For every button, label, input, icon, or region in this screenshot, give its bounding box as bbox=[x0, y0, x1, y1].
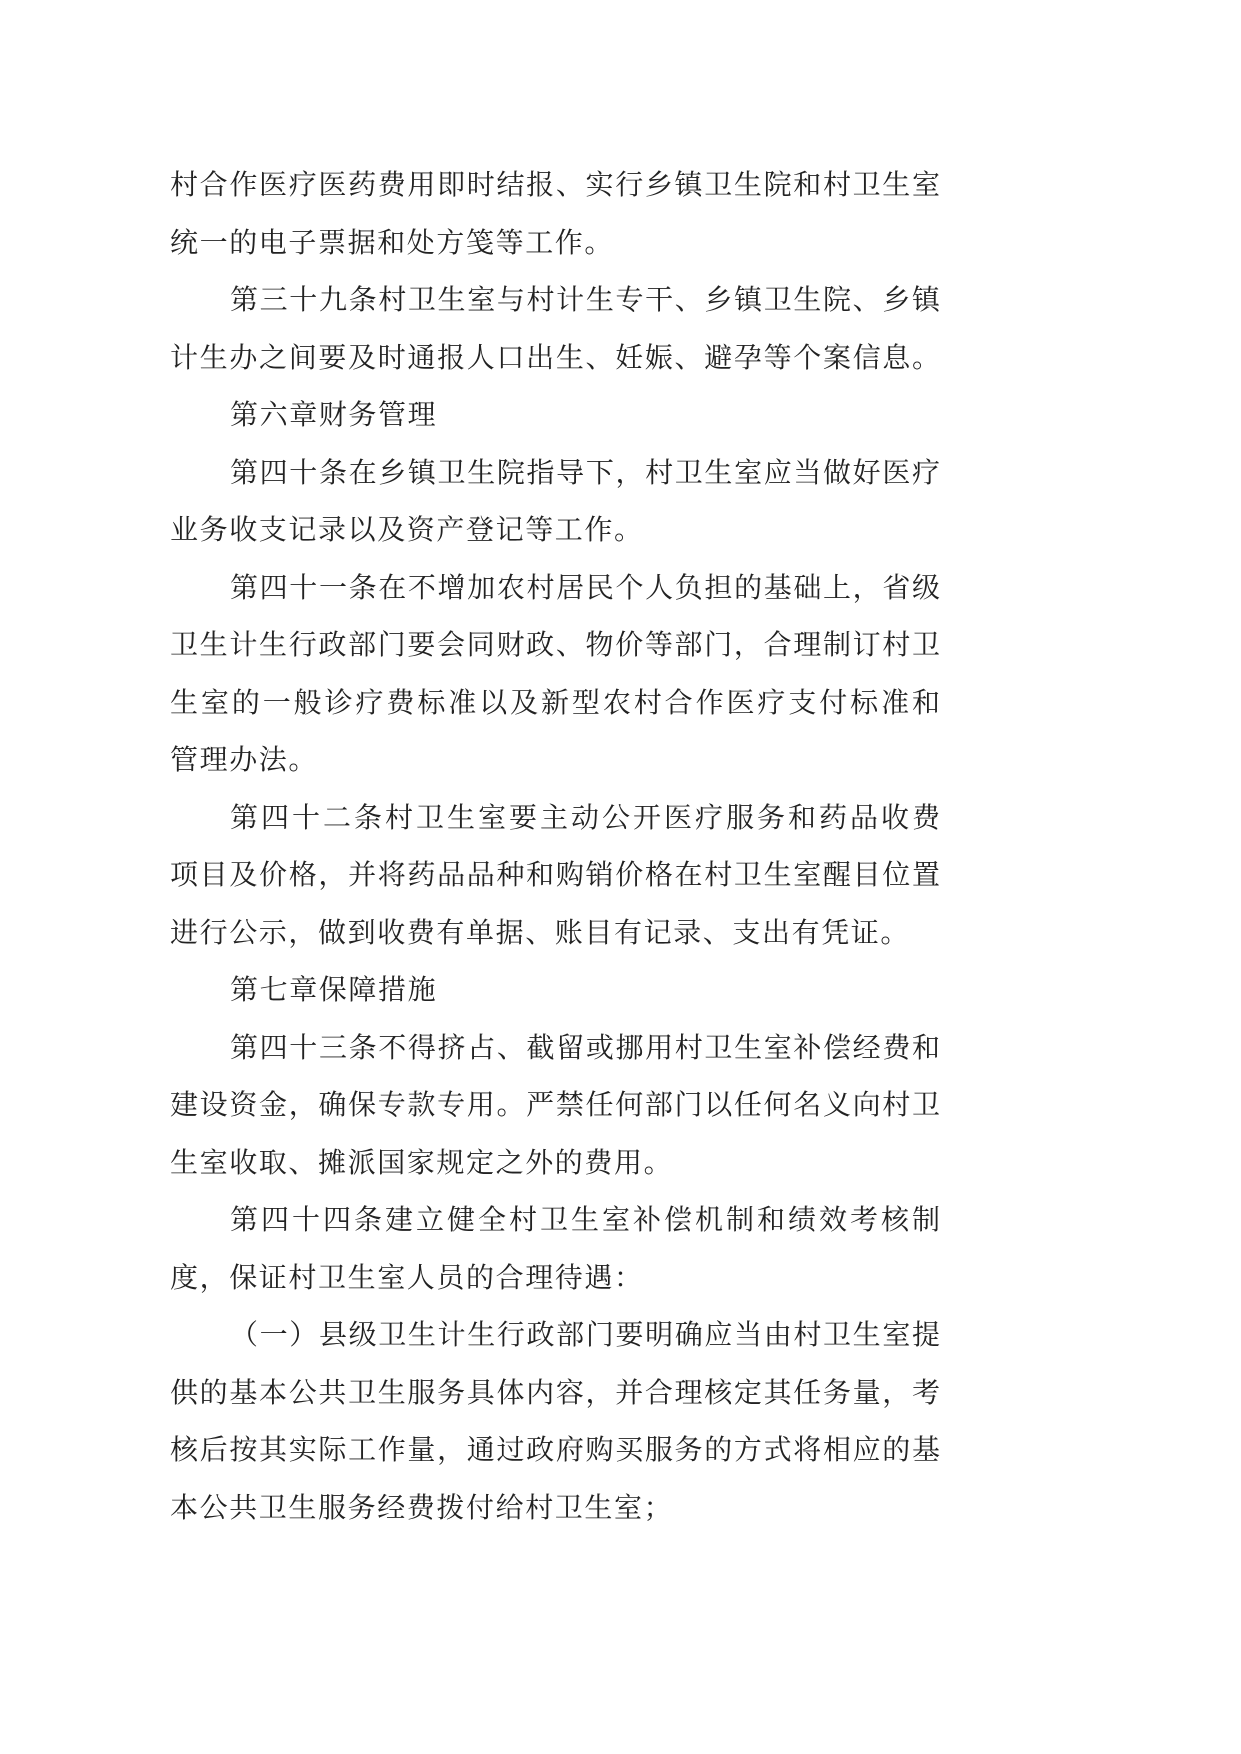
text-line: 统一的电子票据和处方笺等工作。 bbox=[170, 225, 615, 259]
text-line: （一）县级卫生计生行政部门要明确应当由村卫生室提 bbox=[230, 1318, 940, 1351]
document-body bbox=[170, 156, 940, 1536]
text-line: 村合作医疗医药费用即时结报、实行乡镇卫生院和村卫生室 bbox=[170, 168, 940, 201]
article-42 bbox=[170, 789, 940, 962]
chapter-heading bbox=[170, 961, 940, 1019]
text-line: 第四十条在乡镇卫生院指导下，村卫生室应当做好医疗 bbox=[230, 455, 940, 489]
text-line: 第四十四条建立健全村卫生室补偿机制和绩效考核制 bbox=[230, 1203, 940, 1236]
text-line: 建设资金，确保专款专用。严禁任何部门以任何名义向村卫 bbox=[170, 1088, 940, 1121]
text-line: 本公共卫生服务经费拨付给村卫生室； bbox=[170, 1490, 674, 1524]
text-line: 第四十二条村卫生室要主动公开医疗服务和药品收费 bbox=[230, 800, 940, 834]
text-line: 业务收支记录以及资产登记等工作。 bbox=[170, 513, 644, 546]
article-40 bbox=[170, 444, 940, 559]
text-line: 生室收取、摊派国家规定之外的费用。 bbox=[170, 1145, 674, 1179]
text-line: 第四十三条不得挤占、截留或挪用村卫生室补偿经费和 bbox=[230, 1030, 940, 1064]
chapter-heading-text: 第七章保障措施 bbox=[230, 973, 438, 1006]
text-line: 管理办法。 bbox=[170, 743, 319, 776]
text-line: 生室的一般诊疗费标准以及新型农村合作医疗支付标准和 bbox=[170, 685, 940, 719]
text-line: 进行公示，做到收费有单据、账目有记录、支出有凭证。 bbox=[170, 915, 911, 949]
paragraph-continued bbox=[170, 156, 940, 271]
text-line: 第四十一条在不增加农村居民个人负担的基础上，省级 bbox=[230, 570, 940, 604]
article-39 bbox=[170, 271, 940, 386]
text-line: 核后按其实际工作量，通过政府购买服务的方式将相应的基 bbox=[170, 1433, 940, 1466]
text-line: 项目及价格，并将药品品种和购销价格在村卫生室醒目位置 bbox=[170, 858, 940, 891]
article-43 bbox=[170, 1019, 940, 1192]
text-line: 计生办之间要及时通报人口出生、妊娠、避孕等个案信息。 bbox=[170, 340, 940, 374]
chapter-heading bbox=[170, 386, 940, 444]
chapter-heading-text: 第六章财务管理 bbox=[230, 398, 438, 431]
article-44 bbox=[170, 1191, 940, 1306]
text-line: 第三十九条村卫生室与村计生专干、乡镇卫生院、乡镇 bbox=[230, 283, 940, 316]
text-line: 度，保证村卫生室人员的合理待遇： bbox=[170, 1260, 644, 1294]
article-41 bbox=[170, 559, 940, 789]
list-item-1 bbox=[170, 1306, 940, 1536]
text-line: 供的基本公共卫生服务具体内容，并合理核定其任务量，考 bbox=[170, 1375, 940, 1409]
text-line: 卫生计生行政部门要会同财政、物价等部门，合理制订村卫 bbox=[170, 628, 940, 661]
